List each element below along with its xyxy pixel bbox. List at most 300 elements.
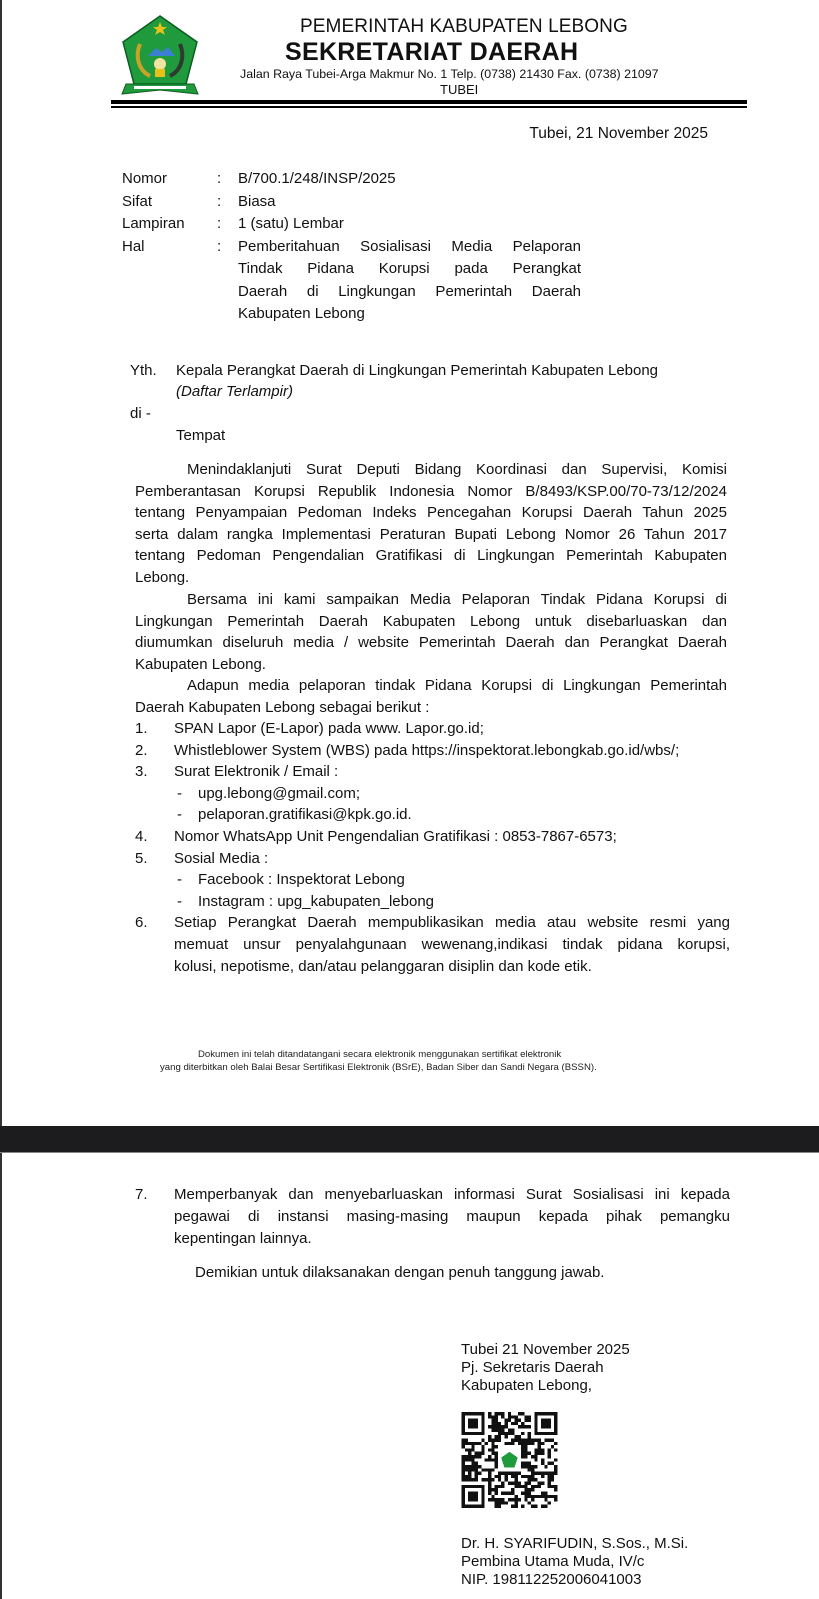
qr-module [531,1438,534,1441]
meta-colon: : [217,237,222,255]
subject-line: Daerah di Lingkungan Pemerintah Daerah [238,282,581,300]
qr-module [554,1458,557,1461]
qr-module [548,1462,551,1465]
qr-module [531,1488,534,1491]
qr-module [481,1452,484,1455]
dash-bullet: - [177,784,182,802]
qr-module [508,1432,511,1435]
qr-module [491,1422,494,1425]
list-text: SPAN Lapor (E-Lapor) pada www. Lapor.go.id; [174,720,484,737]
qr-module [528,1482,531,1485]
qr-module [495,1485,498,1488]
qr-module [468,1452,471,1455]
qr-module [471,1462,474,1465]
qr-module [511,1488,514,1491]
qr-module [554,1442,557,1445]
qr-module [488,1412,491,1415]
meta-value-subject [238,236,602,326]
qr-module [518,1435,521,1438]
subject-line: Kabupaten Lebong [238,305,365,322]
qr-module [471,1445,474,1448]
qr-module [514,1419,517,1422]
qr-module [514,1472,517,1475]
list-line: kolusi, nepotisme, dan/atau pelanggaran disiplin dan kode etik. [174,957,592,975]
qr-module [481,1478,484,1481]
qr-module [491,1445,494,1448]
qr-module [548,1495,551,1498]
qr-module [528,1478,531,1481]
addressee-recipient: Kepala Perangkat Daerah di Lingkungan Pemerintah Kabupaten Lebong [176,362,659,379]
signer-name: Dr. H. SYARIFUDIN, S.Sos., M.Si. [461,1535,689,1552]
qr-module [511,1482,514,1485]
qr-module [534,1448,537,1451]
qr-module [501,1432,504,1435]
qr-module [475,1478,478,1481]
qr-module [495,1412,498,1415]
qr-module [495,1415,498,1418]
list-text [174,912,730,977]
qr-module [531,1455,534,1458]
qr-module [528,1432,531,1435]
qr-module [488,1482,491,1485]
list-text: Surat Elektronik / Email : [174,763,339,781]
letterhead-government: PEMERINTAH KABUPATEN LEBONG [300,16,628,37]
qr-module [551,1478,554,1481]
qr-module [488,1458,491,1461]
dash-bullet: - [177,806,182,824]
qr-module [528,1435,531,1438]
qr-module [471,1465,474,1468]
list-line: pegawai di instansi masing-masing maupun kepada pihak pemangku [174,1208,730,1225]
qr-module [508,1482,511,1485]
qr-module [531,1475,534,1478]
qr-module [468,1458,471,1461]
letterhead-address: Jalan Raya Tubei-Arga Makmur No. 1 Telp. (0738) 21430 Fax. (0738) 21097 [240,67,659,81]
qr-module [501,1425,504,1428]
paragraph-line: Lebong. [135,568,190,586]
qr-module [548,1438,551,1441]
paragraph-line: Adapun media pelaporan tindak Pidana Korupsi di Lingkungan Pemerintah [187,677,727,694]
qr-module [498,1422,501,1425]
qr-module [521,1445,524,1448]
qr-module [511,1429,514,1432]
qr-code-icon [461,1412,558,1508]
qr-module [548,1472,551,1475]
qr-module [498,1498,501,1501]
qr-module [505,1419,508,1422]
qr-module [471,1455,474,1458]
meta-row-nomor [122,168,602,191]
qr-module [524,1452,527,1455]
qr-module [498,1478,501,1481]
qr-module [468,1455,471,1458]
list-line: Memperbanyak dan menyebarluaskan informasi Surat Sosialisasi ini kepada [174,1186,730,1203]
qr-module [488,1491,491,1494]
qr-module [505,1432,508,1435]
qr-module [524,1455,527,1458]
qr-module [498,1505,501,1508]
page-break [0,1126,819,1152]
qr-module [514,1498,517,1501]
qr-module [538,1482,541,1485]
qr-module [495,1452,498,1455]
qr-module [538,1445,541,1448]
qr-module [511,1442,514,1445]
qr-module [495,1445,498,1448]
qr-module [465,1455,468,1458]
subject-line: Pemberitahuan Sosialisasi Media Pelaporan [238,237,581,255]
list-item [135,718,730,740]
qr-module [468,1448,471,1451]
qr-module [498,1485,501,1488]
meta-label: Lampiran [122,215,185,232]
qr-module [471,1442,474,1445]
qr-module [531,1495,534,1498]
qr-module [544,1495,547,1498]
qr-module [554,1472,557,1475]
meta-row-sifat [122,191,602,214]
qr-module [554,1448,557,1451]
meta-value: B/700.1/248/INSP/2025 [238,170,396,187]
qr-module [511,1475,514,1478]
qr-module [505,1475,508,1478]
qr-module [511,1422,514,1425]
qr-module [511,1415,514,1418]
qr-module [491,1452,494,1455]
qr-module [524,1442,527,1445]
qr-module [521,1425,524,1428]
qr-module [518,1438,521,1441]
qr-module [465,1465,468,1468]
qr-module [508,1415,511,1418]
qr-module [544,1491,547,1494]
qr-module [468,1465,471,1468]
qr-module [538,1452,541,1455]
qr-module [488,1472,491,1475]
qr-module [488,1498,491,1501]
header-rule-thin [111,106,747,108]
qr-module [541,1475,544,1478]
qr-module [544,1505,547,1508]
qr-module [528,1442,531,1445]
qr-module [488,1468,491,1471]
list-number: 6. [135,914,148,932]
qr-module [538,1495,541,1498]
qr-module [544,1438,547,1441]
qr-module [541,1452,544,1455]
qr-module [488,1448,491,1451]
qr-module [475,1468,478,1471]
qr-module [531,1472,534,1475]
list-number: 3. [135,763,148,781]
qr-module [524,1482,527,1485]
qr-module [501,1412,504,1415]
qr-module [528,1495,531,1498]
qr-module [485,1458,488,1461]
qr-module [528,1468,531,1471]
qr-module [524,1498,527,1501]
meta-label: Hal [122,237,145,255]
email-address: pelaporan.gratifikasi@kpk.go.id. [198,806,412,824]
qr-module [534,1465,537,1468]
qr-module [528,1488,531,1491]
list-text: Whistleblower System (WBS) pada https://inspektorat.lebongkab.go.id/wbs/; [174,741,680,759]
addressee-prefix: Yth. [130,362,157,379]
qr-module [524,1465,527,1468]
qr-module [528,1452,531,1455]
list-text: Sosial Media : [174,849,269,867]
qr-module [488,1485,491,1488]
list-item [135,740,730,762]
qr-module [501,1485,504,1488]
qr-module [534,1438,537,1441]
qr-module [524,1475,527,1478]
dash-bullet: - [177,871,182,889]
qr-module [488,1488,491,1491]
qr-module [495,1425,498,1428]
qr-module [495,1429,498,1432]
qr-module [554,1468,557,1471]
qr-module [551,1445,554,1448]
qr-module [481,1445,484,1448]
qr-module [534,1505,537,1508]
qr-module [475,1452,478,1455]
paragraph-line: Bersama ini kami sampaikan Media Pelaporan Tindak Pidana Korupsi di [187,591,727,608]
paragraph-line: Lingkungan Pemerintah Daerah Kabupaten Lebong untuk disebarluaskan dan [135,612,727,630]
qr-module [495,1465,498,1468]
list-number: 1. [135,720,148,737]
qr-module [501,1501,504,1504]
reporting-media-list [135,718,730,977]
qr-module [491,1442,494,1445]
page-break-edge [0,1152,819,1153]
qr-module [501,1429,504,1432]
qr-module [478,1472,481,1475]
qr-module [521,1412,524,1415]
qr-module [524,1491,527,1494]
qr-module [541,1472,544,1475]
qr-module [521,1491,524,1494]
qr-module [531,1468,534,1471]
qr-module [524,1448,527,1451]
social-account: Instagram : upg_kabupaten_lebong [198,892,435,910]
qr-module [548,1452,551,1455]
qr-module [498,1412,501,1415]
qr-module [514,1495,517,1498]
qr-module [495,1458,498,1461]
qr-module [524,1488,527,1491]
qr-module [548,1455,551,1458]
qr-module [534,1478,537,1481]
qr-module [471,1468,474,1471]
qr-module [505,1435,508,1438]
qr-module [514,1422,517,1425]
qr-module [548,1485,551,1488]
paragraph-line: Pemberantasan Korupsi Republik Indonesia Nomor B/8493/KSP.00/70-73/12/2024 [135,482,727,500]
addressee-note: (Daftar Terlampir) [176,383,293,400]
qr-module [495,1438,498,1441]
qr-module [518,1425,521,1428]
subject-line: Tindak Pidana Korupsi pada Perangkat [238,260,581,277]
qr-module [531,1505,534,1508]
lebong-emblem-icon [120,14,200,98]
qr-module [462,1438,465,1441]
qr-module [541,1448,544,1451]
qr-module [514,1505,517,1508]
qr-module [524,1485,527,1488]
qr-module [531,1485,534,1488]
qr-module [465,1442,468,1445]
list-item [135,912,730,977]
qr-module [538,1442,541,1445]
meta-value: Biasa [238,192,276,210]
qr-module [524,1425,527,1428]
qr-module [551,1495,554,1498]
body-paragraph-1 [135,459,727,589]
qr-module [498,1438,501,1441]
qr-module [554,1495,557,1498]
qr-module [531,1478,534,1481]
qr-module [534,1452,537,1455]
qr-module [528,1462,531,1465]
qr-module [462,1468,465,1471]
qr-module [551,1475,554,1478]
qr-module [524,1495,527,1498]
qr-module [488,1438,491,1441]
qr-module [501,1472,504,1475]
meta-colon: : [217,192,222,210]
list-item [135,1184,730,1250]
meta-row-lampiran [122,213,602,236]
body-paragraph-2 [135,589,727,675]
qr-module [514,1415,517,1418]
qr-module [521,1455,524,1458]
qr-module [551,1472,554,1475]
paragraph-line: tentang Penyampaian Pedoman Indeks Pencegahan Korupsi Daerah Tahun 2025 [135,504,727,522]
qr-module [462,1462,465,1465]
qr-module [518,1498,521,1501]
qr-module [491,1458,494,1461]
qr-module [551,1462,554,1465]
qr-module [475,1442,478,1445]
qr-module [541,1505,544,1508]
qr-module [495,1422,498,1425]
qr-module [498,1425,501,1428]
qr-module [534,1455,537,1458]
social-account: Facebook : Inspektorat Lebong [198,871,405,889]
paragraph-line: Kabupaten Lebong. [135,655,266,673]
qr-module [521,1485,524,1488]
qr-module [478,1455,481,1458]
qr-module [501,1415,504,1418]
qr-module [528,1501,531,1504]
qr-module [495,1435,498,1438]
letter-meta [122,168,602,326]
qr-module [462,1472,465,1475]
qr-module [481,1468,484,1471]
qr-module [524,1445,527,1448]
qr-module [528,1475,531,1478]
qr-module [551,1438,554,1441]
qr-module [462,1475,465,1478]
qr-module [488,1475,491,1478]
qr-module [528,1415,531,1418]
closing-statement: Demikian untuk dilaksanakan dengan penuh tanggung jawab. [195,1264,605,1281]
qr-module [498,1501,501,1504]
list-line: Setiap Perangkat Daerah mempublikasikan media atau website resmi yang [174,914,730,932]
qr-module [551,1485,554,1488]
qr-module [462,1445,465,1448]
qr-module [465,1468,468,1471]
qr-module [524,1438,527,1441]
qr-module [541,1491,544,1494]
qr-module [521,1422,524,1425]
qr-module [491,1468,494,1471]
qr-module [554,1465,557,1468]
esign-note-line2: yang diterbitkan oleh Balai Besar Sertifikasi Elektronik (BSrE), Badan Siber dan Sandi Negara (BSSN). [160,1062,597,1073]
qr-module [498,1429,501,1432]
qr-module [488,1478,491,1481]
qr-module [511,1438,514,1441]
qr-module [521,1432,524,1435]
qr-module [495,1488,498,1491]
qr-module [514,1485,517,1488]
qr-module [468,1478,471,1481]
qr-module [541,1495,544,1498]
qr-module [505,1478,508,1481]
qr-module [554,1498,557,1501]
qr-module [514,1475,517,1478]
qr-module [521,1448,524,1451]
qr-module [518,1485,521,1488]
meta-label: Nomor [122,170,168,187]
qr-module [538,1448,541,1451]
signer-nip: NIP. 198112252006041003 [461,1571,642,1588]
qr-module [518,1412,521,1415]
meta-colon: : [217,215,222,232]
qr-module [495,1505,498,1508]
qr-module [491,1438,494,1441]
qr-module [468,1468,471,1471]
qr-module [548,1448,551,1451]
body-paragraph-3 [135,675,727,718]
qr-module [508,1412,511,1415]
qr-module [491,1419,494,1422]
list-number: 2. [135,741,148,759]
qr-module [462,1458,465,1461]
qr-module [534,1458,537,1461]
qr-module [544,1498,547,1501]
qr-module [478,1465,481,1468]
qr-module [491,1425,494,1428]
qr-module [491,1448,494,1451]
signature-date: Tubei 21 November 2025 [461,1341,630,1358]
list-item [135,848,730,870]
list-number: 7. [135,1186,148,1203]
qr-module [531,1498,534,1501]
qr-module [478,1442,481,1445]
sub-list-item [135,891,730,913]
qr-module [495,1462,498,1465]
meta-row-hal [122,236,602,326]
header-rule-thick [111,100,747,104]
qr-module [498,1435,501,1438]
sub-list-item [135,804,730,826]
qr-module [505,1472,508,1475]
addressee-di: di - [130,405,151,422]
list-line: memuat unsur penyalahgunaan wewenang,indikasi tindak pidana korupsi, [174,935,730,953]
signature-office: Kabupaten Lebong, [461,1377,592,1394]
